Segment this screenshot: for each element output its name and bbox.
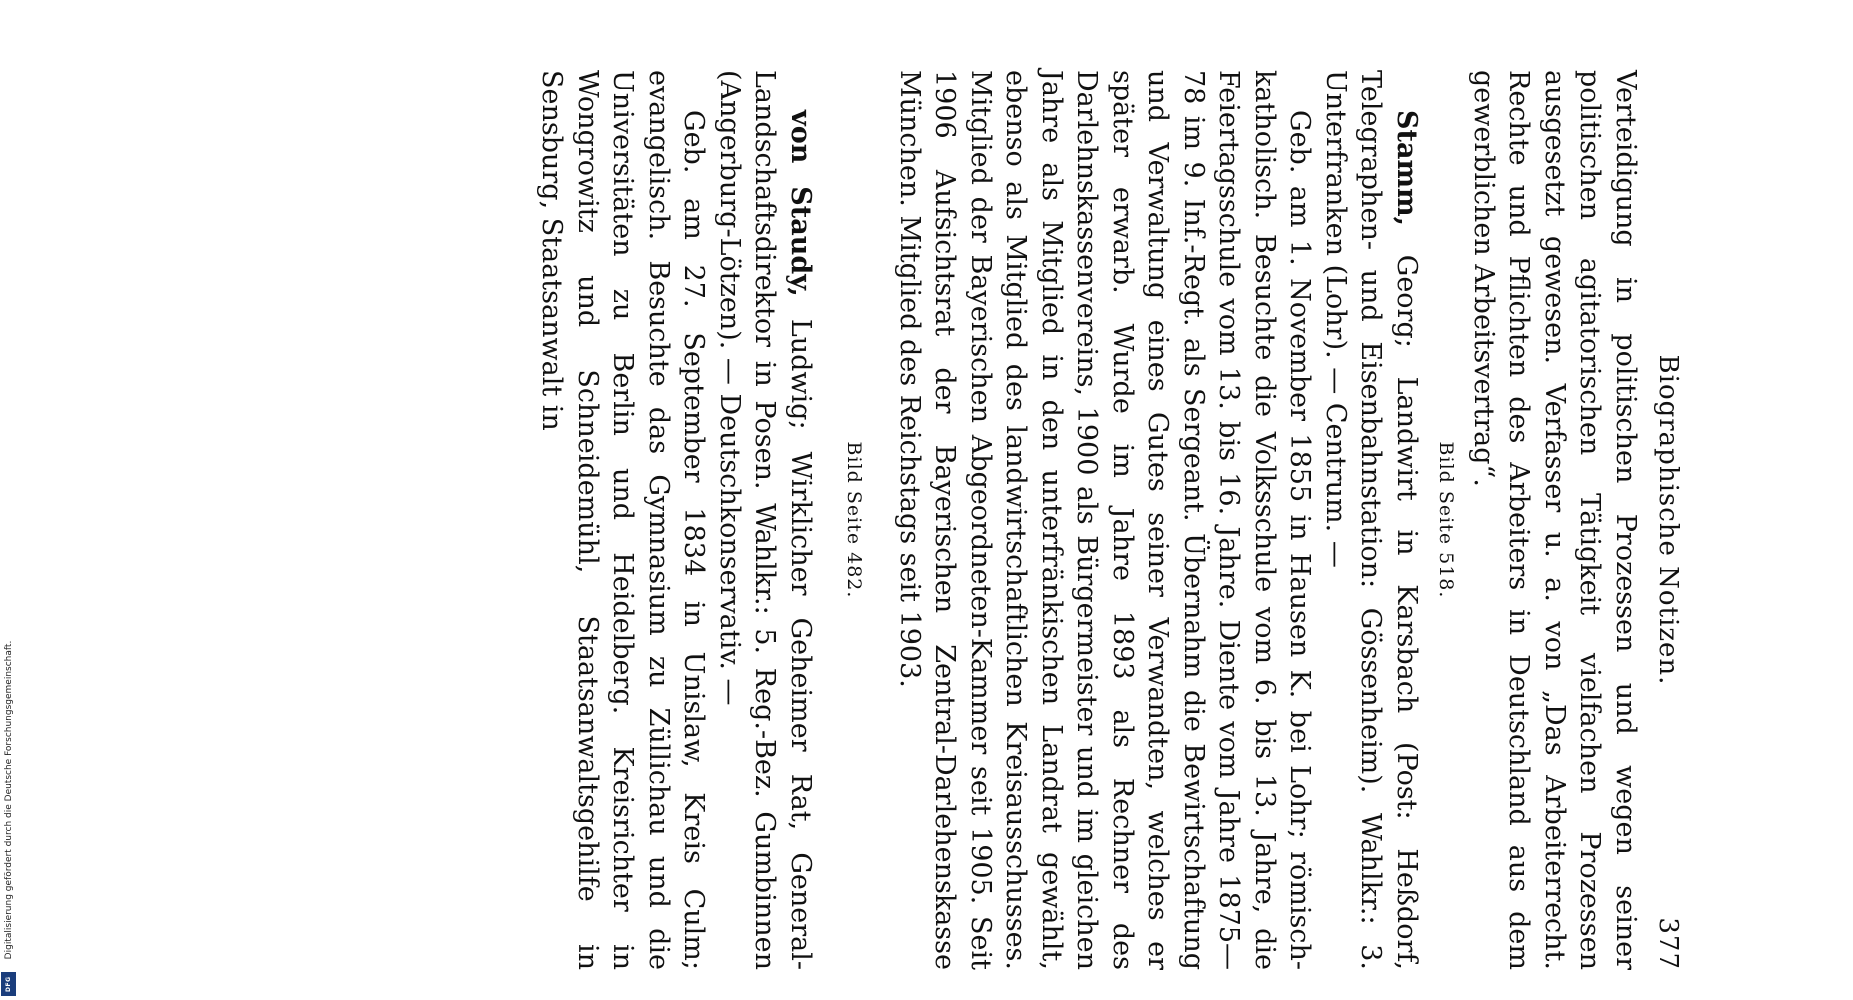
picture-reference: Bild Seite 482. [843, 441, 866, 599]
running-title: Biographische Notizen. [1653, 354, 1683, 686]
entry-biography-staudy: Geb. am 27. September 1834 in Unislaw, Kreis Culm; evangelisch. Besuchte das Gymnasium zu Züllichau und die Universitäten zu Berlin und Heidelberg. Kreisrichter in Wongrowitz und Schneidemühl, Staatsanwaltsgehilfe in Sensburg, Staatsanwalt in [536, 70, 710, 970]
entry-header-text: Ludwig; Wirklicher Geheimer Rat, General-Landschaftsdirektor in Posen. Wahlkr.: 5. Reg.-Bez. Gumbinnen (Angerburg-Lötzen). — Deutschkonservativ. — [714, 70, 816, 970]
dfg-logo-icon: DFG [1, 972, 16, 996]
entry-header-text: Georg; Landwirt in Karsbach (Post: Heßdorf, Telegraphen- und Eisenbahnstation: Gössenheim). Wahlkr.: 3. Unterfranken (Lohr). — Centrum. — [1320, 70, 1422, 970]
entry-header-stamm [1318, 70, 1425, 970]
book-page [225, 70, 1685, 970]
credit-strip [0, 0, 18, 1000]
entry-biography-stamm: Geb. am 1. November 1855 in Hausen K. bei Lohr; römisch-katholisch. Besuchte die Volksschule vom 6. bis 13. Jahre, die Feiertagsschule vom 13. bis 16. Jahre. Diente vom Jahre 1875—78 im 9. Inf.-Regt. als Sergeant. Übernahm die Bewirtschaftung und Verwaltung eines Gutes seiner Verwandten, welches er später erwarb. Wurde im Jahre 1893 als Rechner des Darlehnskassenvereins, 1900 als Bürgermeister und im gleichen Jahre als Mitglied in den unterfränkischen Landrat gewählt, ebenso als Mitglied des landwirtschaftlichen Kreisausschusses. Mitglied der Bayerischen Abgeordneten-Kammer seit 1905. Seit 1906 Aufsichtsrat der Bayerischen Zentral-Darlehenskasse München. Mitglied des Reichstags seit 1903. [894, 70, 1316, 970]
entry-name: Stamm, [1391, 110, 1422, 227]
running-head [1643, 70, 1685, 970]
picture-reference: Bild Seite 518. [1435, 441, 1458, 599]
entry-name: von Staudy, [785, 110, 816, 297]
page-number: 377 [1653, 917, 1683, 970]
entry-header-staudy [712, 70, 819, 970]
continuation-paragraph: Verteidigung in politischen Prozessen und wegen seiner politischen agitatorischen Tätigkeit vielfachen Prozessen ausgesetzt gewesen. Verfasser u. a. von „Das Arbeiterrecht. Rechte und Pflichten des Arbeiters in Deutschland aus dem gewerblichen Arbeitsvertrag“. [1468, 70, 1641, 970]
digitization-credit: Digitalisierung gefördert durch die Deutsche Forschungsgemeinschaft. [4, 640, 14, 960]
page-wrapper [220, 70, 1690, 970]
